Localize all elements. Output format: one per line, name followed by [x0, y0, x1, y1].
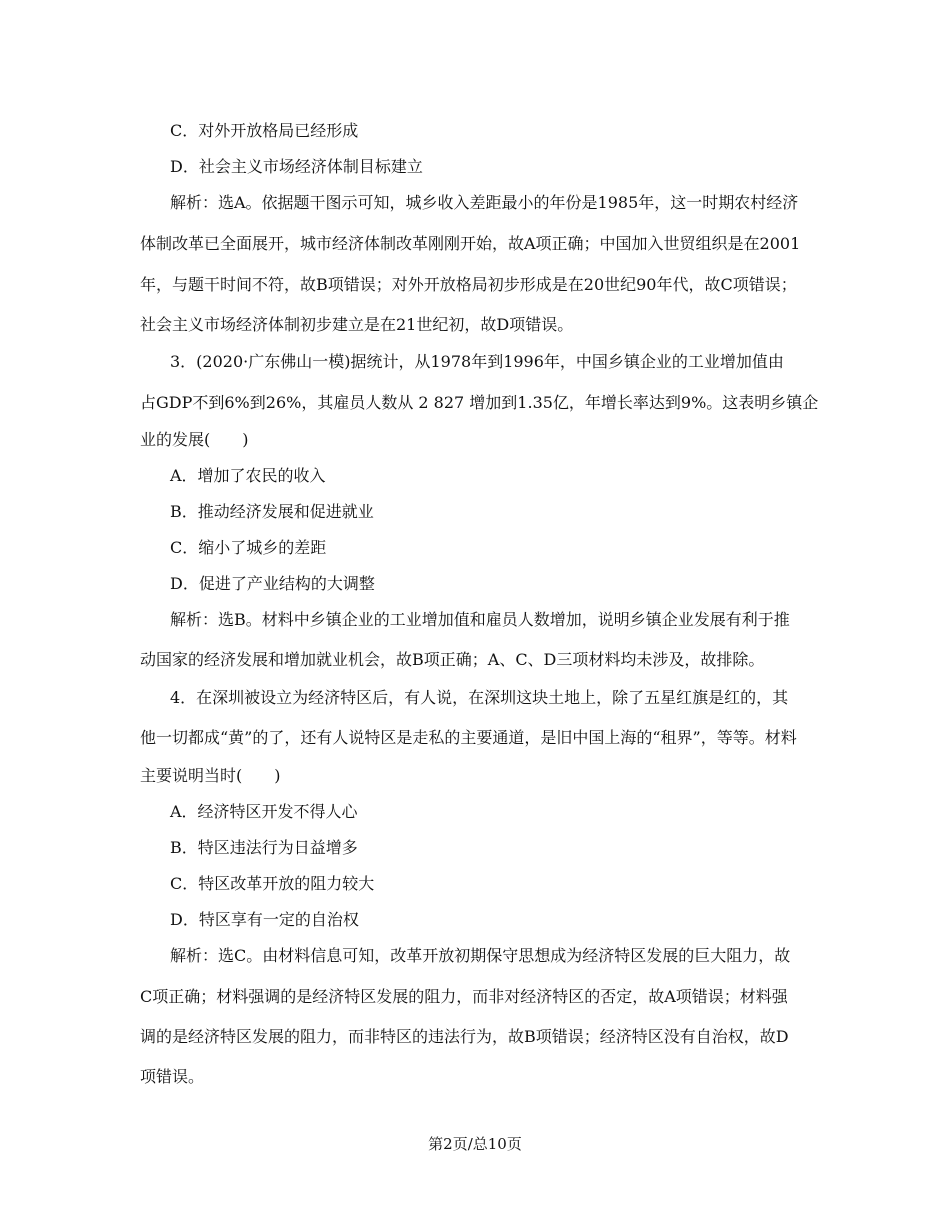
q3-analysis-line: 动国家的经济发展和增加就业机会，故B项正确；A、C、D三项材料均未涉及，故排除。	[140, 650, 765, 669]
q3-option-b: B．推动经济发展和促进就业	[170, 502, 374, 521]
q4-option-d: D．特区享有一定的自治权	[170, 910, 359, 929]
q2-analysis-line: 体制改革已全面展开，城市经济体制改革刚刚开始，故A项正确；中国加入世贸组织是在2001	[140, 234, 801, 253]
q3-stem-line: 占GDP不到6%到26%，其雇员人数从 2 827 增加到1.35亿，年增长率达到9%。这表明乡镇企	[140, 393, 819, 412]
q4-option-b: B．特区违法行为日益增多	[170, 838, 358, 857]
q4-stem-line: 4．在深圳被设立为经济特区后，有人说，在深圳这块土地上，除了五星红旗是红的，其	[170, 688, 789, 707]
q4-analysis-line: 项错误。	[140, 1067, 205, 1086]
q2-analysis-line: 年，与题干时间不符，故B项错误；对外开放格局初步形成是在20世纪90年代，故C项错误；	[140, 275, 797, 294]
q3-option-d: D．促进了产业结构的大调整	[170, 574, 375, 593]
q3-option-c: C．缩小了城乡的差距	[170, 538, 327, 557]
q4-stem-line: 主要说明当时( )	[140, 766, 281, 785]
page-number-footer: 第2页/总10页	[428, 1135, 522, 1153]
q2-analysis-line: 社会主义市场经济体制初步建立是在21世纪初，故D项错误。	[140, 315, 574, 334]
q4-stem-line: 他一切都成“黄”的了，还有人说特区是走私的主要通道，是旧中国上海的“租界”，等等。材料	[140, 728, 797, 747]
q4-analysis-line: 调的是经济特区发展的阻力，而非特区的违法行为，故B项错误；经济特区没有自治权，故D	[140, 1027, 789, 1046]
q4-option-a: A．经济特区开发不得人心	[170, 802, 358, 821]
q3-option-a: A．增加了农民的收入	[170, 466, 326, 485]
q3-stem-line: 3．(2020·广东佛山一模)据统计，从1978年到1996年，中国乡镇企业的工业增加值由	[170, 352, 784, 371]
q2-analysis-line: 解析：选A。依据题干图示可知，城乡收入差距最小的年份是1985年，这一时期农村经济	[170, 193, 799, 212]
q4-option-c: C．特区改革开放的阻力较大	[170, 874, 375, 893]
q2-option-d: D．社会主义市场经济体制目标建立	[170, 157, 423, 176]
q3-analysis-line: 解析：选B。材料中乡镇企业的工业增加值和雇员人数增加，说明乡镇企业发展有利于推	[170, 610, 790, 629]
q4-analysis-line: C项正确；材料强调的是经济特区发展的阻力，而非对经济特区的否定，故A项错误；材料强	[140, 987, 788, 1006]
q2-option-c: C．对外开放格局已经形成	[170, 121, 359, 140]
q3-stem-line: 业的发展( )	[140, 430, 249, 449]
q4-analysis-line: 解析：选C。由材料信息可知，改革开放初期保守思想成为经济特区发展的巨大阻力，故	[170, 946, 791, 965]
